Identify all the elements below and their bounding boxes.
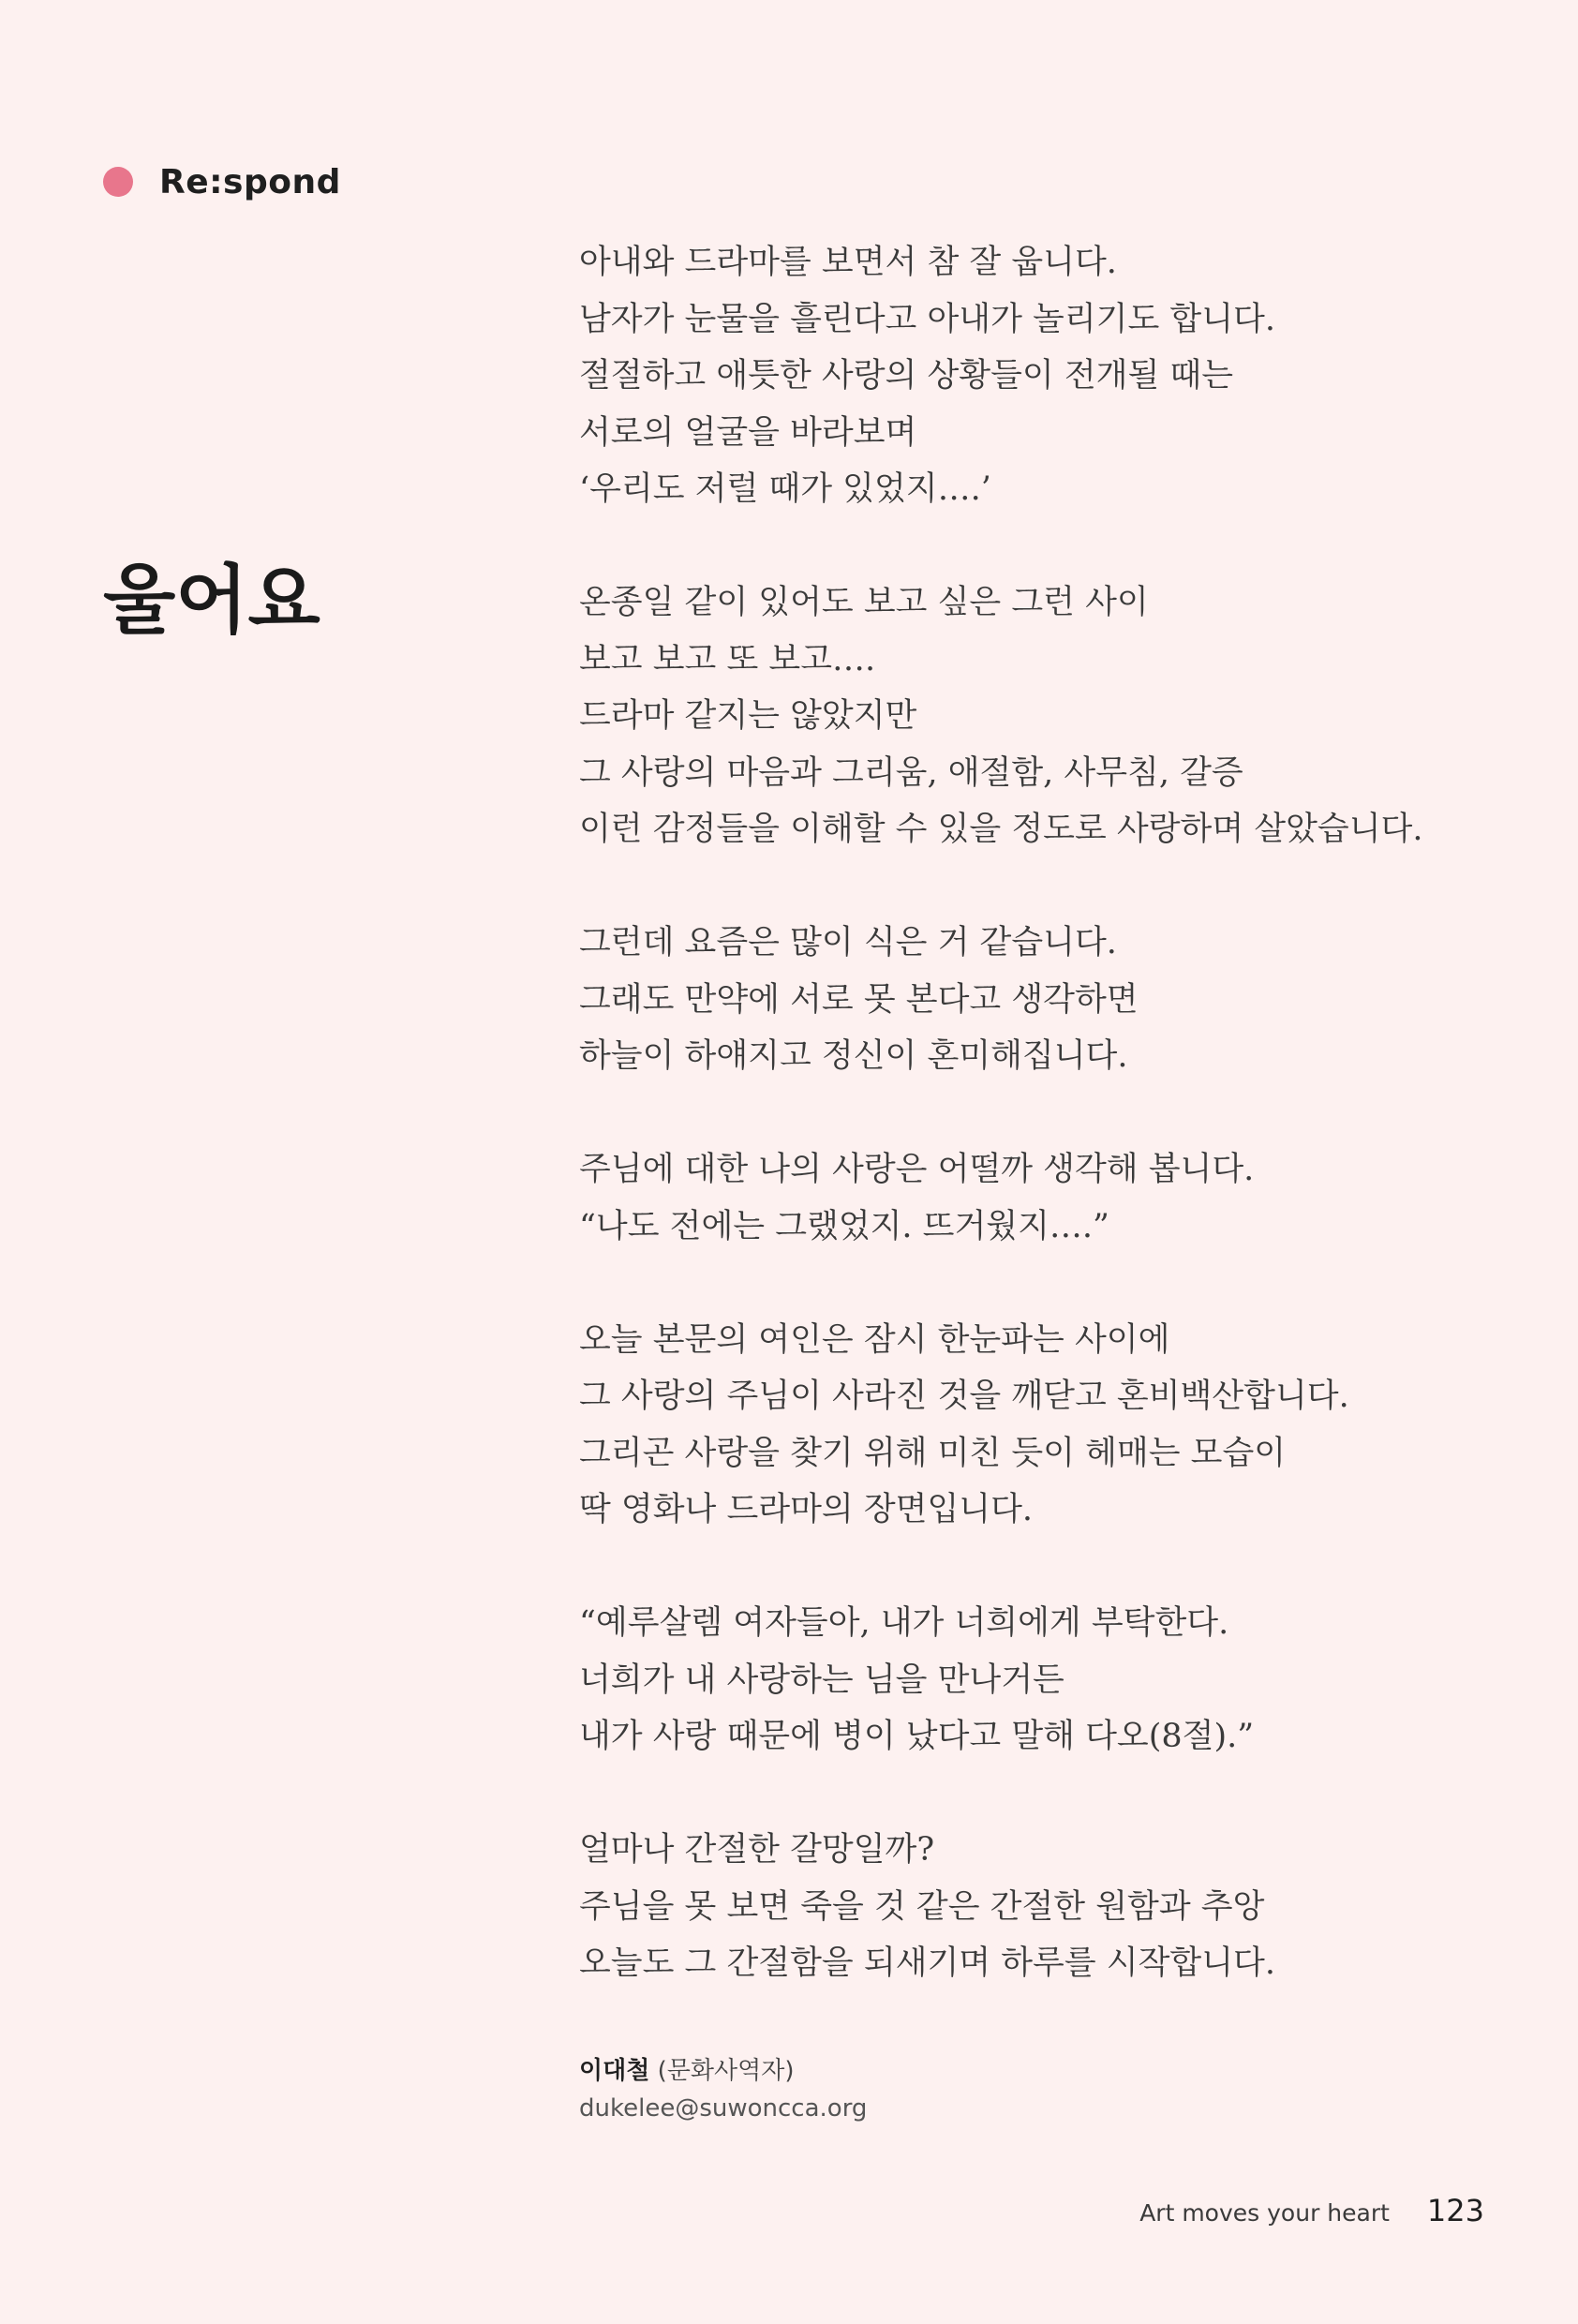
- poem-stanza: [579, 1141, 1479, 1255]
- poem-stanza: [579, 574, 1479, 858]
- poem-stanza: [579, 915, 1479, 1085]
- article-title: 울어요: [103, 556, 320, 644]
- author-block: [579, 2052, 867, 2127]
- author-line: [579, 2052, 867, 2090]
- poem-line: 내가 사랑 때문에 병이 났다고 말해 다오(8절).”: [579, 1718, 1255, 1755]
- poem-line: 오늘도 그 간절함을 되새기며 하루를 시작합니다.: [579, 1944, 1275, 1982]
- poem-line: 너희가 내 사랑하는 님을 만나거든: [579, 1661, 1064, 1699]
- section-dot-icon: [103, 167, 133, 197]
- poem-line: 그리곤 사랑을 찾기 위해 미친 듯이 헤매는 모습이: [579, 1434, 1287, 1472]
- poem-stanza: [579, 1822, 1479, 1992]
- author-email[interactable]: dukelee@suwoncca.org: [579, 2094, 868, 2123]
- poem-line: 그 사랑의 주님이 사라진 것을 깨닫고 혼비백산합니다.: [579, 1378, 1349, 1415]
- footer-tagline: Art moves your heart: [1139, 2199, 1390, 2227]
- poem-line: 하늘이 하얘지고 정신이 혼미해집니다.: [579, 1037, 1128, 1075]
- author-role: (문화사역자): [657, 2057, 795, 2085]
- page-number: 123: [1426, 2193, 1484, 2228]
- poem-stanza: [579, 1312, 1479, 1539]
- poem-line: “예루살렘 여자들아, 내가 너희에게 부탁한다.: [579, 1604, 1229, 1642]
- section-label: [103, 159, 341, 204]
- poem-stanza: [579, 234, 1479, 518]
- poem-line: 주님을 못 보면 죽을 것 같은 간절한 원함과 추앙: [579, 1887, 1265, 1926]
- author-name: 이대철: [579, 2057, 650, 2085]
- poem-line: ‘우리도 저럴 때가 있었지….’: [579, 470, 991, 508]
- poem-line: 주님에 대한 나의 사랑은 어떨까 생각해 봅니다.: [579, 1151, 1255, 1188]
- poem-line: 보고 보고 또 보고….: [579, 640, 876, 678]
- poem-line: “나도 전에는 그랬었지. 뜨거웠지….”: [579, 1207, 1109, 1245]
- poem-line: 그래도 만약에 서로 못 본다고 생각하면: [579, 980, 1139, 1019]
- poem-line: 그 사랑의 마음과 그리움, 애절함, 사무침, 갈증: [579, 753, 1243, 792]
- poem-line: 오늘 본문의 여인은 잠시 한눈파는 사이에: [579, 1320, 1170, 1359]
- poem-line: 드라마 같지는 않았지만: [579, 697, 917, 735]
- poem-line: 이런 감정들을 이해할 수 있을 정도로 사랑하며 살았습니다.: [579, 811, 1423, 848]
- poem-line: 딱 영화나 드라마의 장면입니다.: [579, 1491, 1034, 1528]
- poem-line: 절절하고 애틋한 사랑의 상황들이 전개될 때는: [579, 357, 1234, 395]
- poem-line: 온종일 같이 있어도 보고 싶은 그런 사이: [579, 584, 1149, 621]
- section-label-text: Re:spond: [159, 162, 341, 201]
- poem-body: [579, 234, 1479, 2048]
- poem-line: 얼마나 간절한 갈망일까?: [579, 1831, 935, 1869]
- poem-stanza: [579, 1595, 1479, 1765]
- poem-line: 서로의 얼굴을 바라보며: [579, 413, 917, 452]
- page-footer: [1139, 2193, 1484, 2228]
- poem-line: 아내와 드라마를 보면서 참 잘 웁니다.: [579, 244, 1117, 281]
- poem-line: 남자가 눈물을 흘린다고 아내가 놀리기도 합니다.: [579, 300, 1275, 338]
- poem-line: 그런데 요즘은 많이 식은 거 같습니다.: [579, 924, 1117, 961]
